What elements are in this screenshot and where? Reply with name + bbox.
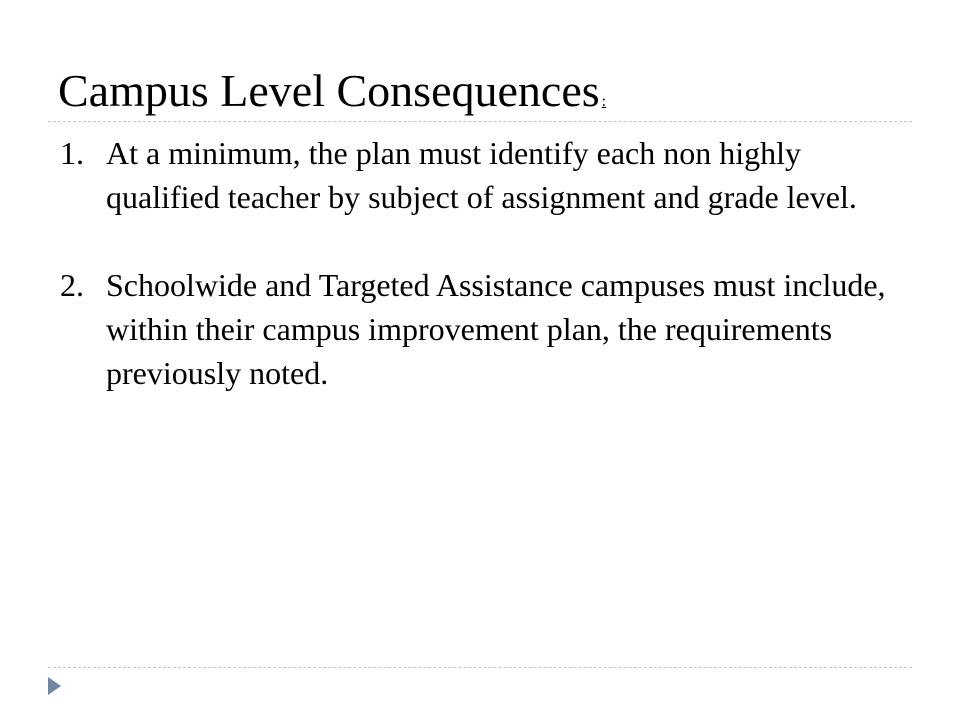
list-item-text: At a minimum, the plan must identify each non highly qualified teacher by subject of assignment and grade level. [106,135,857,215]
bottom-divider [48,667,912,668]
top-divider [48,121,912,122]
slide-title-text: Campus Level Consequences [58,65,600,116]
slide-body [60,131,900,395]
list-item-number: 1. [60,135,84,171]
play-triangle-icon[interactable] [48,677,61,695]
list-item-number: 2. [60,267,84,303]
slide-title [58,60,606,133]
list-item-1 [60,131,900,219]
list-item-text: Schoolwide and Targeted Assistance campuses must include, within their campus improvement plan, the requirements previously noted. [106,267,886,391]
slide-title-suffix: : [601,93,607,110]
list-item-2 [60,263,900,395]
